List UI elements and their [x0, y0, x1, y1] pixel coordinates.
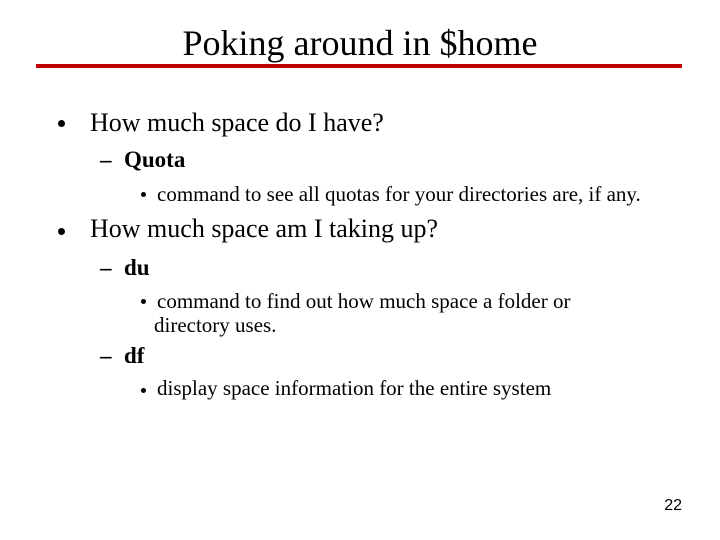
- bullet-level3: display space information for the entire system: [157, 376, 552, 400]
- bullet-level1: How much space do I have?: [90, 108, 384, 137]
- dash-icon: –: [100, 147, 112, 172]
- bullet-level2: du: [124, 255, 150, 280]
- bullet-dot-icon: [58, 228, 65, 235]
- bullet-dot-icon: [58, 120, 65, 127]
- slide-title: Poking around in $home: [182, 23, 538, 63]
- page-number: 22: [664, 497, 682, 514]
- dash-icon: –: [100, 343, 112, 368]
- bullet-level3: command to see all quotas for your directories are, if any.: [157, 182, 641, 206]
- dash-icon: –: [100, 255, 112, 280]
- title-underline: [36, 64, 682, 68]
- bullet-dot-icon: [141, 192, 146, 197]
- bullet-dot-icon: [141, 299, 146, 304]
- bullet-level3-line2: directory uses.: [154, 313, 277, 337]
- bullet-level2: df: [124, 343, 145, 368]
- bullet-level2: Quota: [124, 147, 186, 172]
- bullet-dot-icon: [141, 388, 146, 393]
- bullet-level3-line1: command to find out how much space a folder or: [157, 289, 571, 313]
- bullet-level1: How much space am I taking up?: [90, 214, 439, 243]
